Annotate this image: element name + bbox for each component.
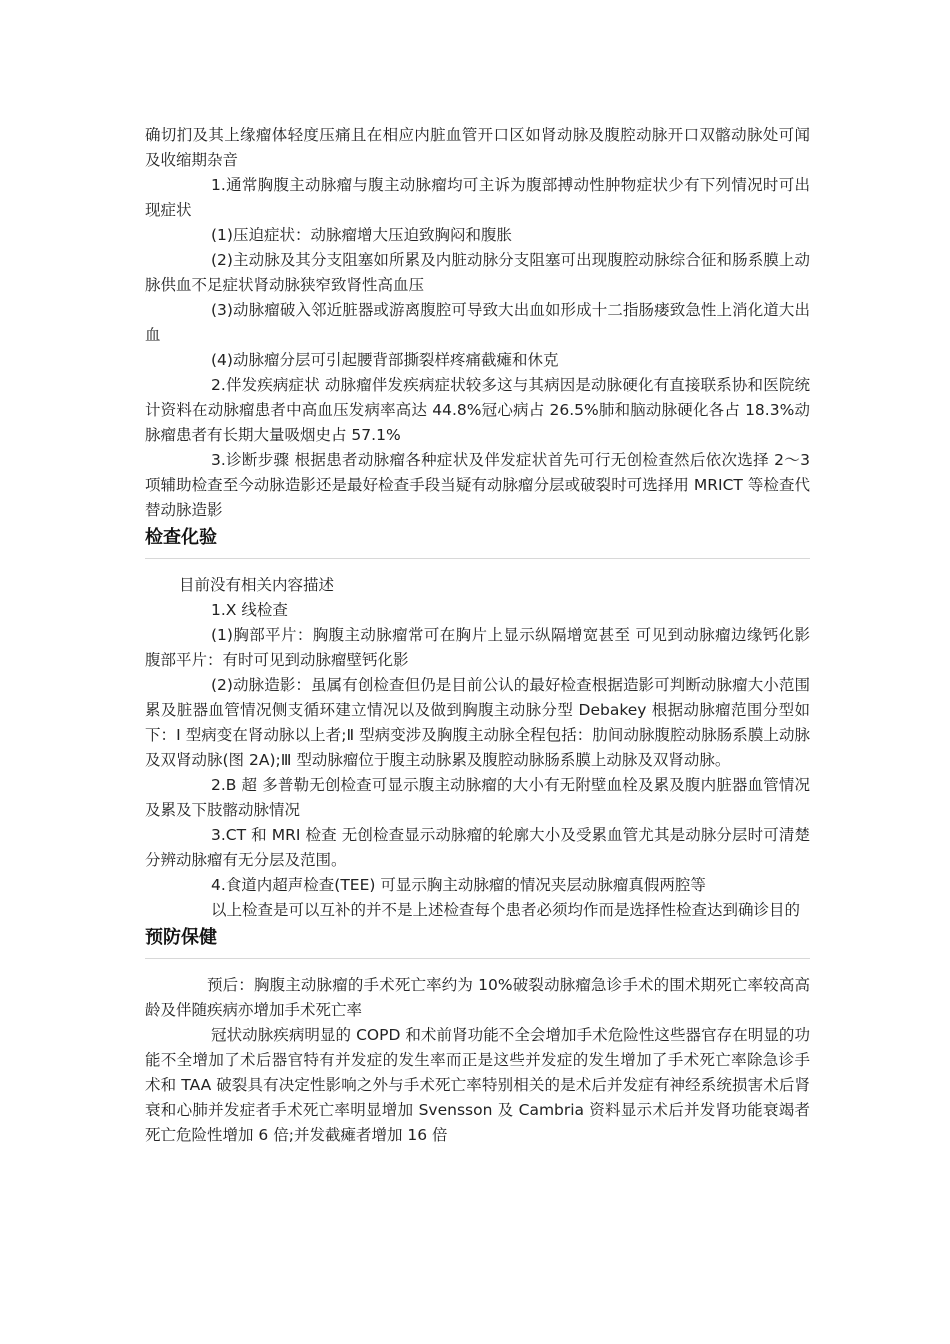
paragraph: (4)动脉瘤分层可引起腰背部撕裂样疼痛截瘫和休克 (211, 351, 559, 369)
section-divider (145, 558, 810, 559)
paragraph: 预后：胸腹主动脉瘤的手术死亡率约为 10%破裂动脉瘤急诊手术的围术期死亡率较高高龄及伴随疾病亦增加手术死亡率 (145, 976, 810, 1019)
paragraph: (1)压迫症状：动脉瘤增大压迫致胸闷和腹胀 (211, 226, 512, 244)
paragraph: 目前没有相关内容描述 (179, 576, 335, 594)
paragraph: 以上检查是可以互补的并不是上述检查每个患者必须均作而是选择性检查达到确诊目的 (211, 901, 801, 919)
paragraph: 2.伴发疾病症状 动脉瘤伴发疾病症状较多这与其病因是动脉硬化有直接联系协和医院统计资料在动脉瘤患者中高血压发病率高达 44.8%冠心病占 26.5%肺和脑动脉硬化各占 18.3%动脉瘤患者有长期大量吸烟史占 57.1% (145, 376, 810, 444)
paragraph: 确切扪及其上缘瘤体轻度压痛且在相应内脏血管开口区如肾动脉及腹腔动脉开口双髂动脉处可闻及收缩期杂音 (145, 126, 810, 169)
section-divider (145, 958, 810, 959)
paragraph: (2)主动脉及其分支阻塞如所累及内脏动脉分支阻塞可出现腹腔动脉综合征和肠系膜上动脉供血不足症状肾动脉狭窄致肾性高血压 (145, 251, 810, 294)
document-content (145, 123, 810, 1148)
paragraph: 1.X 线检查 (211, 601, 288, 619)
paragraph: 3.诊断步骤 根据患者动脉瘤各种症状及伴发症状首先可行无创检查然后依次选择 2～3 项辅助检查至今动脉造影还是最好检查手段当疑有动脉瘤分层或破裂时可选择用 MRICT 等检查代替动脉造影 (145, 451, 810, 519)
paragraph: (3)动脉瘤破入邻近脏器或游离腹腔可导致大出血如形成十二指肠瘘致急性上消化道大出血 (145, 301, 810, 344)
paragraph: 4.食道内超声检查(TEE) 可显示胸主动脉瘤的情况夹层动脉瘤真假两腔等 (211, 876, 706, 894)
paragraph: 2.B 超 多普勒无创检查可显示腹主动脉瘤的大小有无附壁血栓及累及腹内脏器血管情况及累及下肢髂动脉情况 (145, 776, 810, 819)
paragraph: (2)动脉造影：虽属有创检查但仍是目前公认的最好检查根据造影可判断动脉瘤大小范围累及脏器血管情况侧支循环建立情况以及做到胸腹主动脉分型 Debakey 根据动脉瘤范围分型如下：Ⅰ 型病变在肾动脉以上者;Ⅱ 型病变涉及胸腹主动脉全程包括：肋间动脉腹腔动脉肠系膜上动脉及双肾动脉(图 2A);Ⅲ 型动脉瘤位于腹主动脉累及腹腔动脉肠系膜上动脉及双肾动脉。 (145, 676, 810, 769)
paragraph: 3.CT 和 MRI 检查 无创检查显示动脉瘤的轮廓大小及受累血管尤其是动脉分层时可清楚分辨动脉瘤有无分层及范围。 (145, 826, 810, 869)
paragraph: (1)胸部平片：胸腹主动脉瘤常可在胸片上显示纵隔增宽甚至 可见到动脉瘤边缘钙化影腹部平片：有时可见到动脉瘤壁钙化影 (145, 626, 810, 669)
paragraph: 冠状动脉疾病明显的 COPD 和术前肾功能不全会增加手术危险性这些器官存在明显的功能不全增加了术后器官特有并发症的发生率而正是这些并发症的发生增加了手术死亡率除急诊手术和 TAA 破裂具有决定性影响之外与手术死亡率特别相关的是术后并发症有神经系统损害术后肾衰和心肺并发症者手术死亡率明显增加 Svensson 及 Cambria 资料显示术后并发肾功能衰竭者死亡危险性增加 6 倍;并发截瘫者增加 16 倍 (145, 1026, 810, 1144)
paragraph: 1.通常胸腹主动脉瘤与腹主动脉瘤均可主诉为腹部搏动性肿物症状少有下列情况时可出现症状 (145, 176, 810, 219)
section-heading-prevention: 预防保健 (145, 927, 217, 948)
section-heading-exam: 检查化验 (145, 527, 217, 548)
